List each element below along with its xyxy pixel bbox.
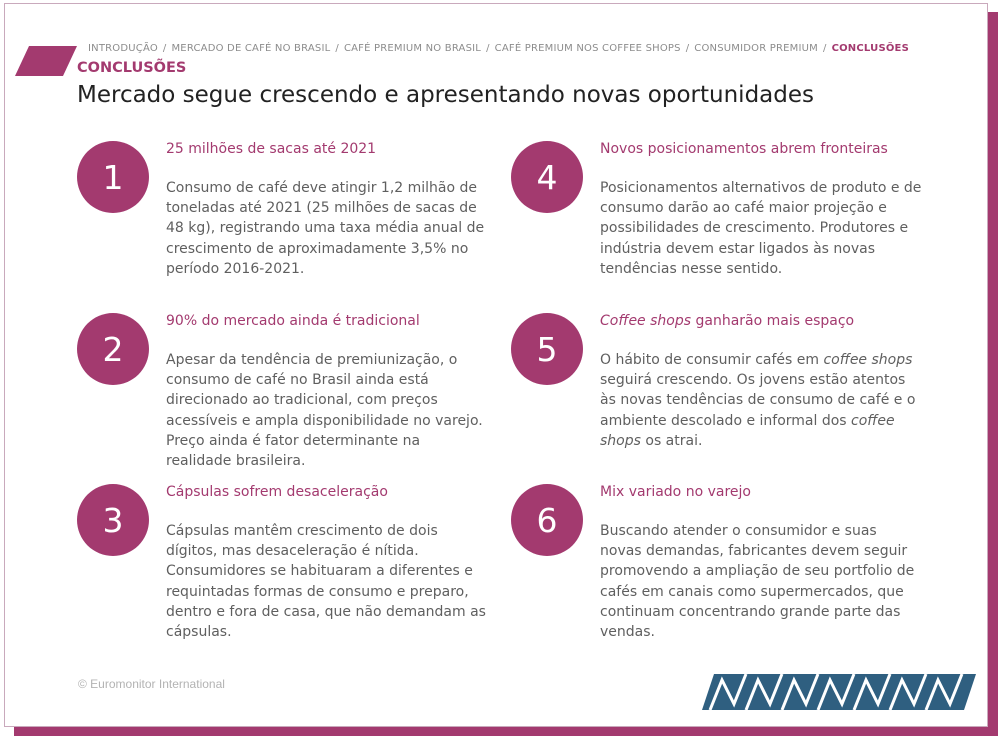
breadcrumb [88,43,968,54]
item-body: Cápsulas mantêm crescimento de dois dígitos, mas desaceleração é nítida. Consumidores se habituaram a diferentes e requintadas formas de consumo e preparo, dentro e fora de casa, que não demandam as cápsulas. [166,523,486,641]
number-badge: 3 [77,484,149,556]
heading-italic: Coffee shops [600,313,692,329]
item-body: Buscando atender o consumidor e suas novas demandas, fabricantes devem seguir promovendo a ampliação de seu portfolio de cafés em canais como supermercados, que continuam concentrando grande parte das vendas. [600,523,915,641]
item-heading: 90% do mercado ainda é tradicional [166,313,420,329]
breadcrumb-separator: / [486,43,490,54]
breadcrumb-separator: / [335,43,339,54]
item-heading [600,313,930,329]
number-badge: 1 [77,141,149,213]
item-body: Posicionamentos alternativos de produto e de consumo darão ao café maior projeção e possibilidades de crescimento. Produtores e indústria devem estar ligados às novas tendências nesse sentido. [600,180,922,277]
number-badge: 2 [77,313,149,385]
body-part-italic: coffee shops [600,412,895,449]
breadcrumb-item-conclusoes[interactable]: CONCLUSÕES [831,43,909,54]
breadcrumb-item-coffee-shops[interactable]: CAFÉ PREMIUM NOS COFFEE SHOPS [494,43,681,54]
item-heading: Cápsulas sofrem desaceleração [166,484,388,500]
body-part: O hábito de consumir cafés em [600,352,824,368]
number-badge: 4 [511,141,583,213]
item-heading: Novos posicionamentos abrem fronteiras [600,141,888,157]
item-body: Consumo de café deve atingir 1,2 milhão de toneladas até 2021 (25 milhões de sacas de 48 kg), registrando uma taxa média anual de crescimento de aproximadamente 3,5% no período 2016-2021. [166,180,485,277]
item-body: Apesar da tendência de premiunização, o consumo de café no Brasil ainda está direcionado ao tradicional, com preços acessíveis e ampla disponibilidade no varejo. Preço ainda é fator determinante na realidade brasileira. [166,352,483,470]
body-part: seguirá crescendo. Os jovens estão atentos às novas tendências de consumo de café e o ambiente descolado e informal dos [600,372,916,429]
breadcrumb-item-introducao[interactable]: INTRODUÇÃO [88,43,158,54]
heading-rest: ganharão mais espaço [691,313,855,329]
footer-copyright: © Euromonitor International [78,677,225,691]
breadcrumb-separator: / [685,43,690,54]
number-badge: 5 [511,313,583,385]
item-body [600,350,922,451]
item-heading: 25 milhões de sacas até 2021 [166,141,377,157]
page-title: Mercado segue crescendo e apresentando novas oportunidades [77,82,814,108]
breadcrumb-item-cafe-premium[interactable]: CAFÉ PREMIUM NO BRASIL [343,43,482,54]
item-heading: Mix variado no varejo [600,484,751,500]
breadcrumb-separator: / [822,43,827,54]
number-badge: 6 [511,484,583,556]
breadcrumb-item-mercado[interactable]: MERCADO DE CAFÉ NO BRASIL [171,43,331,54]
breadcrumb-separator: / [162,43,167,54]
section-label: CONCLUSÕES [77,60,187,76]
body-part-italic: coffee shops [823,352,913,368]
breadcrumb-item-consumidor[interactable]: CONSUMIDOR PREMIUM [694,43,818,54]
logo-pattern-icon [702,674,976,710]
body-part: os atrai. [640,432,703,449]
